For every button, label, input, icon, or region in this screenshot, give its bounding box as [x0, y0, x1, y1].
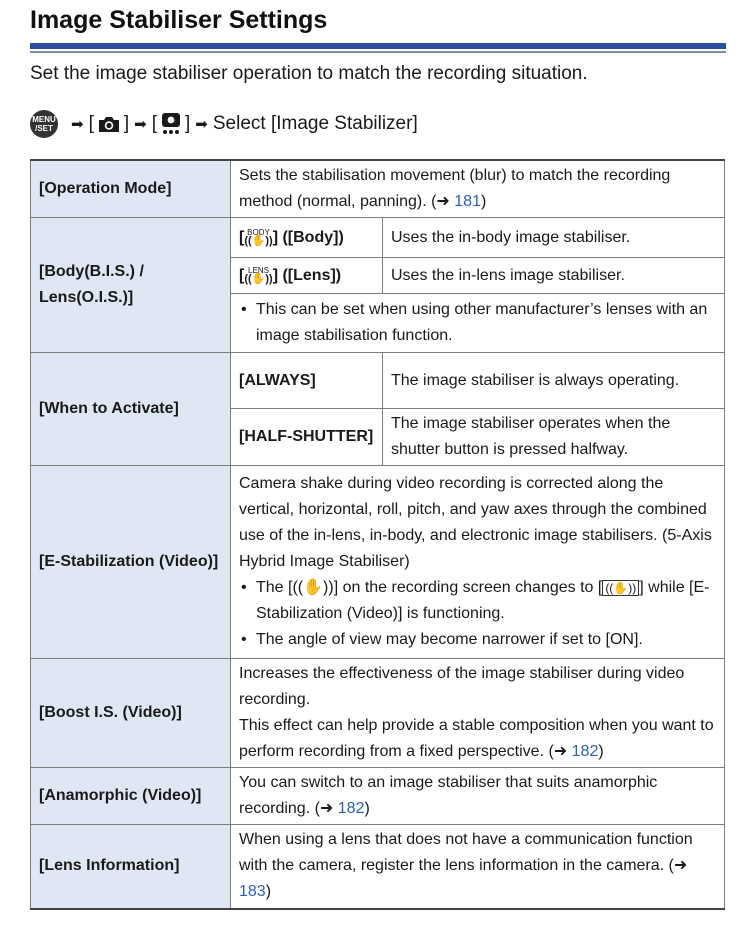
arrow-icon: ➡ [134, 116, 147, 133]
row-desc-e-stabilization: Camera shake during video recording is corrected along the vertical, horizontal, roll, pitch, and yaw axes through the combined use of the in-lens, in-body, and electronic image stabilisers. (5-Axis Hybrid Image Stabiliser) • The [((✋))] on the recording screen changes to [ ((✋)) ] while [E-Stabilization (Video)] is functioning. • The angle of view may become narrower if set to [ON]. [231, 466, 725, 659]
option-half-shutter-desc: The image stabiliser operates when the shutter button is pressed halfway. [383, 409, 725, 466]
bracket-close: ] [123, 113, 130, 134]
row-desc-operation-mode: Sets the stabilisation movement (blur) to match the recording method (normal, panning). (➜ 181) [231, 160, 725, 218]
table-row [31, 353, 725, 409]
stabiliser-hand-icon: BODY ((✋)) [244, 228, 273, 248]
table-row [31, 825, 725, 909]
row-label-anamorphic: [Anamorphic (Video)] [31, 768, 231, 825]
page-title: Image Stabiliser Settings [30, 6, 328, 34]
intro-text: Set the image stabiliser operation to match the recording situation. [30, 63, 588, 84]
arrow-icon: ➡ [71, 116, 84, 133]
settings-table [30, 159, 725, 910]
option-always: [ALWAYS] [231, 353, 383, 409]
stabiliser-hand-icon: ((✋)) [292, 579, 334, 596]
row-desc-boost-is: Increases the effectiveness of the image stabiliser during video recording. This effect can help provide a stable composition when you want to perform recording from a fixed perspective. (➜ 182) [231, 659, 725, 768]
row-label-body-lens: [Body(B.I.S.) / Lens(O.I.S.)] [31, 218, 231, 353]
table-row [31, 768, 725, 825]
table-row [31, 659, 725, 768]
row-label-operation-mode: [Operation Mode] [31, 160, 231, 218]
menu-set-icon: MENU /SET [30, 110, 58, 138]
table-row [31, 218, 725, 258]
table-row [31, 160, 725, 218]
title-rule [30, 43, 726, 49]
option-lens: [ LENS ((✋)) ] ([Lens]) [231, 258, 383, 294]
title-rule-thin [30, 51, 726, 53]
page-link[interactable]: 183 [239, 883, 266, 901]
camera-icon [97, 114, 121, 134]
page-link[interactable]: 182 [337, 800, 365, 817]
menu-final-step: Select [Image Stabilizer] [212, 113, 418, 134]
row-label-boost-is: [Boost I.S. (Video)] [31, 659, 231, 768]
option-lens-desc: Uses the in-lens image stabiliser. [383, 258, 725, 294]
row-label-lens-information: [Lens Information] [31, 825, 231, 909]
page-link[interactable]: 181 [454, 193, 481, 210]
bracket-open: [ [88, 113, 94, 134]
bracket-close: ] [185, 113, 191, 134]
gear-icon [160, 112, 182, 136]
option-body: [ BODY ((✋)) ] ([Body]) [231, 218, 383, 258]
option-always-desc: The image stabiliser is always operating. [383, 353, 725, 409]
row-label-e-stabilization: [E-Stabilization (Video)] [31, 466, 231, 659]
note-body-lens: • This can be set when using other manufacturer’s lenses with an image stabilisation function. [231, 294, 725, 353]
option-half-shutter: [HALF-SHUTTER] [231, 409, 383, 466]
row-label-when-to-activate: [When to Activate] [31, 353, 231, 466]
arrow-icon: ➡ [195, 116, 208, 133]
option-body-desc: Uses the in-body image stabiliser. [383, 218, 725, 258]
e-stabiliser-icon: ((✋)) [602, 580, 639, 596]
bracket-open: [ [151, 113, 157, 134]
stabiliser-hand-icon: LENS ((✋)) [244, 266, 273, 286]
table-row [31, 466, 725, 659]
row-desc-anamorphic: You can switch to an image stabiliser that suits anamorphic recording. (➜ 182) [231, 768, 725, 825]
row-desc-lens-information: When using a lens that does not have a communication function with the camera, register the lens information in the camera. (➜ 183) [231, 825, 725, 909]
menu-path [30, 109, 418, 139]
page-link[interactable]: 182 [571, 743, 599, 760]
